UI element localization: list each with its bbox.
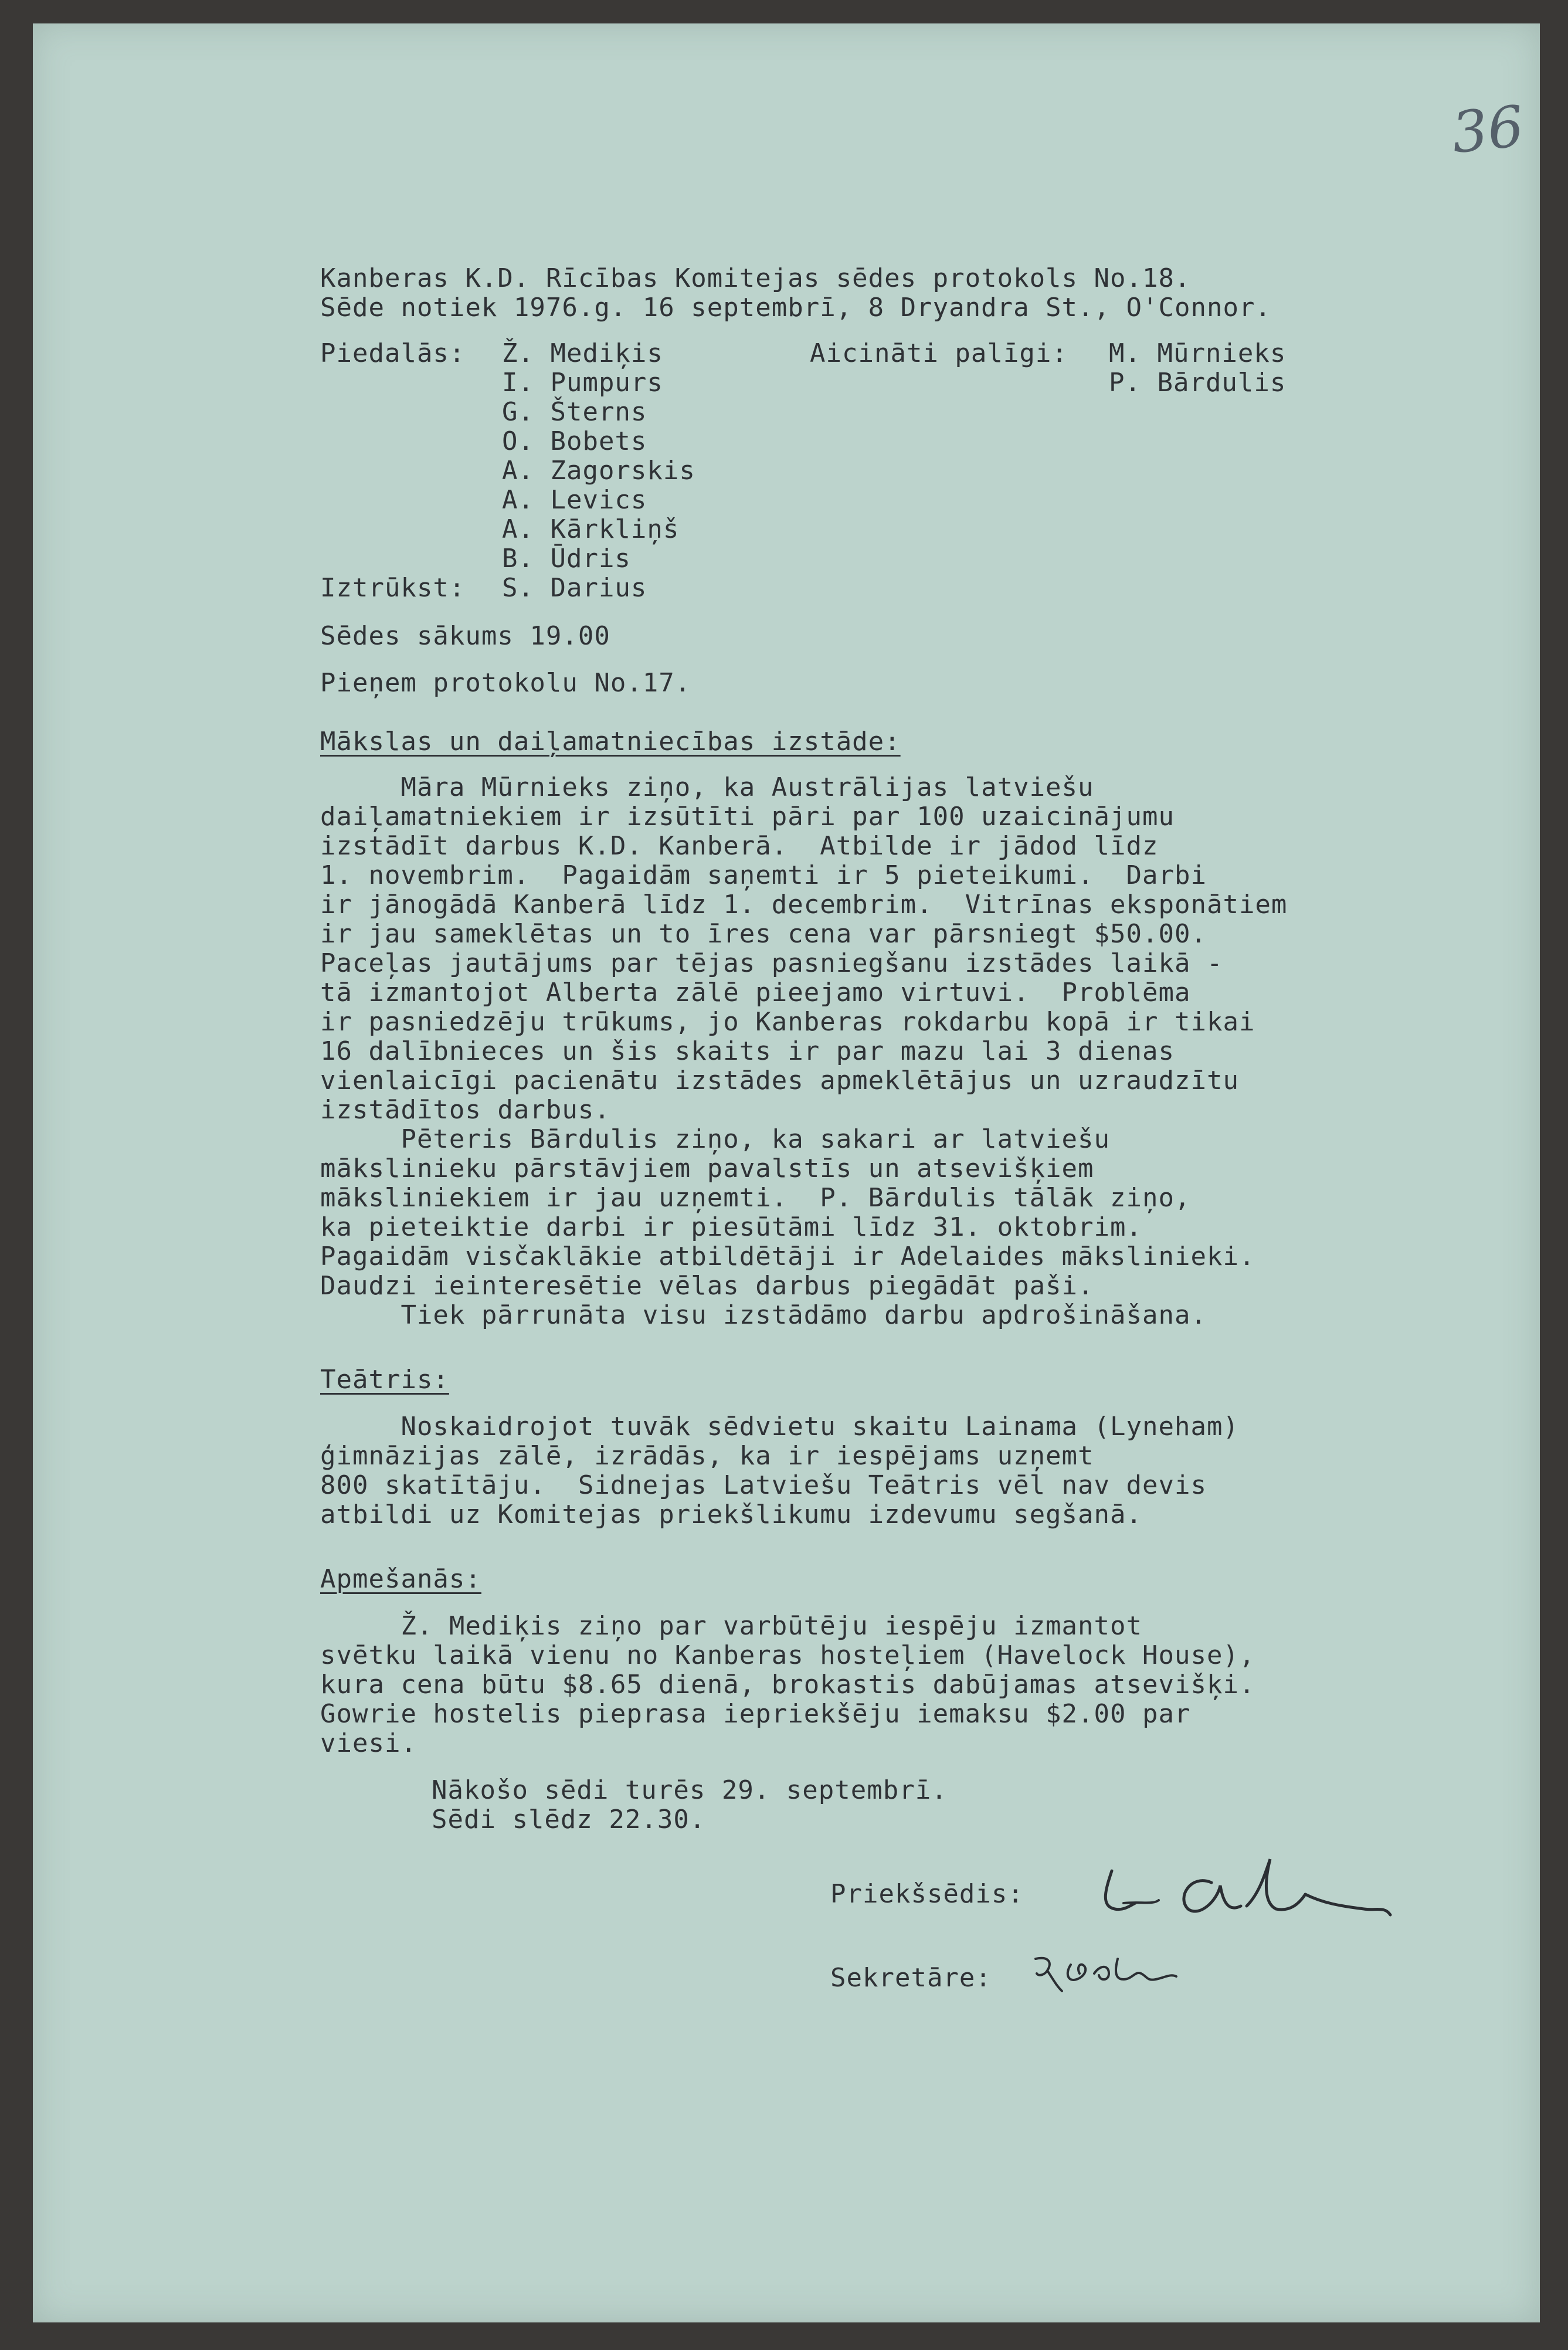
- absent-member: S. Darius: [502, 573, 647, 603]
- secretary-signature: [1030, 1947, 1182, 2000]
- present-member: I. Pumpurs: [502, 368, 663, 398]
- present-member: O. Bobets: [502, 426, 647, 456]
- text-line: tā izmantojot Alberta zālē pieejamo virtuvi. Problēma: [320, 978, 1191, 1008]
- helper-member: P. Bārdulis: [1109, 368, 1287, 398]
- text-line: mākslinieku pārstāvjiem pavalstīs un atsevišķiem: [320, 1154, 1094, 1184]
- text-line: ka pieteiktie darbi ir piesūtāmi līdz 31. oktobrim.: [320, 1212, 1143, 1242]
- next-meeting: Nākošo sēdi turēs 29. septembrī.: [432, 1775, 948, 1805]
- section-heading-art: Mākslas un daiļamatniecības izstāde:: [320, 727, 901, 757]
- text-line: Pagaidām visčaklākie atbildētāji ir Adelaides mākslinieki.: [320, 1242, 1255, 1271]
- text-line: izstādīt darbus K.D. Kanberā. Atbilde ir jādod līdz: [320, 831, 1159, 861]
- text-line: daiļamatniekiem ir izsūtīti pāri par 100 uzaicinājumu: [320, 802, 1175, 832]
- present-member: B. Ūdris: [502, 544, 631, 574]
- section-heading-theatre: Teātris:: [320, 1365, 449, 1395]
- helpers-label: Aicināti palīgi:: [810, 338, 1068, 368]
- text-line: 800 skatītāju. Sidnejas Latviešu Teātris vēl nav devis: [320, 1470, 1207, 1500]
- watermark: [56, 129, 95, 239]
- text-line: kura cena būtu $8.65 dienā, brokastis dabūjamas atsevišķi.: [320, 1670, 1255, 1700]
- start-time: Sēdes sākums 19.00: [320, 621, 610, 651]
- text-line: izstādītos darbus.: [320, 1095, 610, 1125]
- text-line: ir jau sameklētas un to īres cena var pārsniegt $50.00.: [320, 919, 1207, 949]
- text-line: 1. novembrim. Pagaidām saņemti ir 5 pieteikumi. Darbi: [320, 860, 1207, 890]
- meeting-end: Sēdi slēdz 22.30.: [432, 1805, 706, 1834]
- text-line: māksliniekiem ir jau uzņemti. P. Bārdulis tālāk ziņo,: [320, 1183, 1191, 1213]
- text-line: vienlaicīgi pacienātu izstādes apmeklētājus un uzraudzītu: [320, 1066, 1239, 1096]
- present-member: G. Šterns: [502, 397, 647, 427]
- present-member: A. Kārkliņš: [502, 514, 680, 544]
- text-line: atbildi uz Komitejas priekšlikumu izdevumu segšanā.: [320, 1500, 1143, 1530]
- text-line: Paceļas jautājums par tējas pasniegšanu izstādes laikā -: [320, 948, 1223, 978]
- header-line-1: Kanberas K.D. Rīcības Komitejas sēdes protokols No.18.: [320, 263, 1191, 293]
- text-line: Gowrie hostelis pieprasa iepriekšēju iemaksu $2.00 par: [320, 1699, 1191, 1729]
- present-label: Piedalās:: [320, 338, 466, 368]
- chair-label: Priekšsēdis:: [830, 1879, 1024, 1909]
- text-line: Ž. Mediķis ziņo par varbūtēju iespēju izmantot: [320, 1611, 1143, 1641]
- section-heading-lodging: Apmešanās:: [320, 1564, 481, 1594]
- text-line: ir pasniedzēju trūkums, jo Kanberas rokdarbu kopā ir tikai: [320, 1007, 1255, 1037]
- page-number: 36: [1448, 93, 1527, 167]
- text-line: 16 dalībnieces un šis skaits ir par mazu lai 3 dienas: [320, 1036, 1175, 1066]
- helper-member: M. Mūrnieks: [1109, 338, 1287, 368]
- header-line-2: Sēde notiek 1976.g. 16 septembrī, 8 Dryandra St., O'Connor.: [320, 293, 1271, 323]
- text-line: Daudzi ieinteresētie vēlas darbus piegādāt paši.: [320, 1271, 1094, 1301]
- present-member: A. Levics: [502, 485, 647, 515]
- accept-protocol: Pieņem protokolu No.17.: [320, 668, 691, 698]
- text-line: svētku laikā vienu no Kanberas hosteļiem (Havelock House),: [320, 1640, 1255, 1670]
- absent-label: Iztrūkst:: [320, 573, 466, 603]
- document-page: [33, 23, 1540, 2322]
- text-line: Pēteris Bārdulis ziņo, ka sakari ar latviešu: [320, 1124, 1111, 1154]
- text-line: ir jānogādā Kanberā līdz 1. decembrim. Vitrīnas eksponātiem: [320, 890, 1288, 920]
- present-member: Ž. Mediķis: [502, 338, 663, 368]
- text-line: viesi.: [320, 1728, 417, 1758]
- secretary-label: Sekretāre:: [830, 1963, 992, 1993]
- text-line: Tiek pārrunāta visu izstādāmo darbu apdrošināšana.: [320, 1300, 1207, 1330]
- chair-signature: [1088, 1847, 1417, 1935]
- text-line: Māra Mūrnieks ziņo, ka Austrālijas latviešu: [320, 772, 1094, 802]
- text-line: ģimnāzijas zālē, izrādās, ka ir iespējams uzņemt: [320, 1441, 1094, 1471]
- text-line: Noskaidrojot tuvāk sēdvietu skaitu Lainama (Lyneham): [320, 1412, 1239, 1442]
- present-member: A. Zagorskis: [502, 456, 695, 486]
